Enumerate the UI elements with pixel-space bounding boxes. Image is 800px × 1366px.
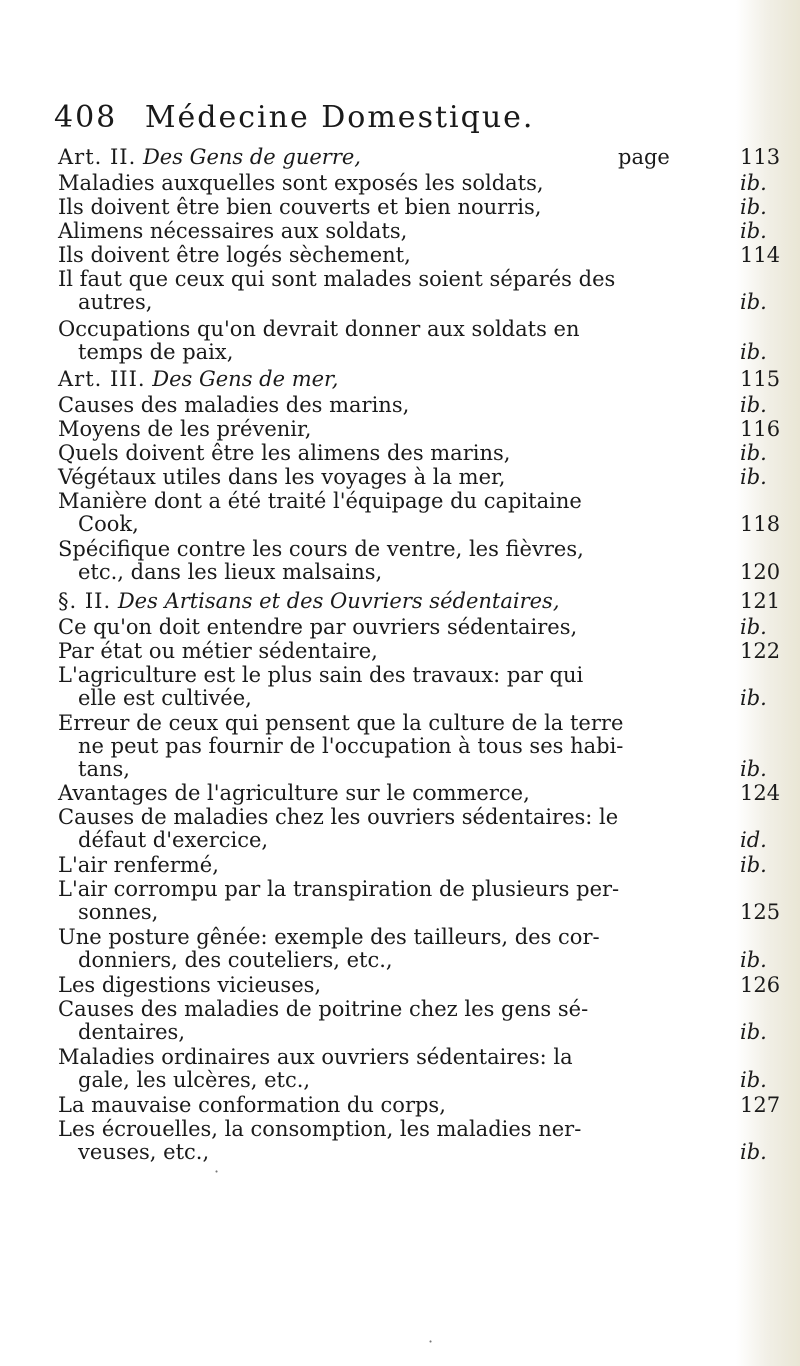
toc-entry-section	[58, 590, 706, 613]
entry-text: Manière dont a été traité l'équipage du capitaine	[58, 489, 582, 513]
toc-entry	[58, 490, 706, 536]
entry-text: L'air renfermé,	[58, 853, 219, 877]
entry-text: Causes des maladies de poitrine chez les gens sé-	[58, 997, 589, 1021]
entry-text: Ce qu'on doit entendre par ouvriers sédentaires,	[58, 615, 578, 639]
toc-page-ref: 114	[740, 243, 781, 267]
entry-text: Causes des maladies des marins,	[58, 393, 410, 417]
toc-page-ref: ib.	[740, 393, 767, 417]
entry-text: Maladies auxquelles sont exposés les soldats,	[58, 171, 544, 195]
toc-page-ref: ib.	[740, 219, 767, 243]
entry-text: Moyens de les prévenir,	[58, 417, 312, 441]
toc-entry	[58, 172, 706, 195]
entry-text-continued: temps de paix,	[78, 340, 234, 364]
toc-entry	[58, 442, 706, 465]
toc-page-ref: ib.	[740, 171, 767, 195]
section-number: §. II.	[58, 589, 112, 613]
entry-text-continued: etc., dans les lieux malsains,	[78, 560, 383, 584]
entry-text-continued: tans,	[78, 757, 130, 781]
toc-entry	[58, 418, 706, 441]
entry-text: Erreur de ceux qui pensent que la culture de la terre	[58, 711, 624, 735]
toc-page-ref: ib.	[740, 1020, 767, 1044]
toc-entry	[58, 1046, 706, 1092]
toc-page-ref: 120	[740, 560, 781, 584]
toc-page-ref: 118	[740, 512, 781, 536]
toc-entry	[58, 854, 706, 877]
entry-text: L'agriculture est le plus sain des travaux: par qui	[58, 663, 584, 687]
toc-entry	[58, 394, 706, 417]
entry-text: Ils doivent être bien couverts et bien nourris,	[58, 195, 542, 219]
toc-page-ref: ib.	[740, 757, 767, 781]
toc-entry	[58, 926, 706, 972]
entry-text: Les digestions vicieuses,	[58, 973, 322, 997]
toc-entry	[58, 1118, 706, 1164]
page-number: 408	[54, 100, 118, 135]
entry-text-continued: défaut d'exercice,	[78, 828, 269, 852]
section-title: Des Gens de guerre,	[142, 145, 361, 169]
entry-text-continued: dentaires,	[78, 1020, 185, 1044]
entry-text: Avantages de l'agriculture sur le commerce,	[58, 781, 530, 805]
toc-page-ref: ib.	[740, 1140, 767, 1164]
entry-text-continued: sonnes,	[78, 900, 159, 924]
toc-page-ref: 126	[740, 973, 781, 997]
ink-speck: ·	[428, 1332, 434, 1351]
toc-entry	[58, 640, 706, 663]
toc-entry	[58, 998, 706, 1044]
toc-entry	[58, 712, 706, 781]
entry-text: Alimens nécessaires aux soldats,	[58, 219, 408, 243]
entry-text: L'air corrompu par la transpiration de plusieurs per-	[58, 877, 620, 901]
toc-page-ref: 122	[740, 639, 781, 663]
toc-entry	[58, 974, 706, 997]
toc-page-ref: id.	[740, 828, 767, 852]
toc-entry	[58, 538, 706, 584]
toc-page-ref: ib.	[740, 1068, 767, 1092]
toc-entry	[58, 878, 706, 924]
toc-entry	[58, 196, 706, 219]
entry-text: Par état ou métier sédentaire,	[58, 639, 378, 663]
toc-page-ref: ib.	[740, 686, 767, 710]
ink-speck: ·	[214, 1162, 220, 1181]
running-header	[54, 100, 534, 135]
toc-entry	[58, 466, 706, 489]
toc-entry	[58, 220, 706, 243]
toc-entry	[58, 244, 706, 267]
toc-page-ref: ib.	[740, 195, 767, 219]
entry-text: Maladies ordinaires aux ouvriers sédentaires: la	[58, 1045, 573, 1069]
toc-page-ref: 115	[740, 367, 781, 391]
toc-page-ref: 121	[740, 589, 781, 613]
toc-page-ref: ib.	[740, 290, 767, 314]
entry-text: Ils doivent être logés sèchement,	[58, 243, 411, 267]
entry-text-continued: autres,	[78, 290, 153, 314]
entry-text: Végétaux utiles dans les voyages à la mer,	[58, 465, 506, 489]
entry-text-continued: Cook,	[78, 512, 139, 536]
toc-page-ref: ib.	[740, 615, 767, 639]
entry-text: La mauvaise conformation du corps,	[58, 1093, 446, 1117]
toc-entry	[58, 1094, 706, 1117]
entry-text-continued: gale, les ulcères, etc.,	[78, 1068, 311, 1092]
toc-page-ref: ib.	[740, 853, 767, 877]
section-title: Des Gens de mer,	[152, 367, 339, 391]
entry-text-continued: donniers, des couteliers, etc.,	[78, 948, 393, 972]
entry-text-continued: elle est cultivée,	[78, 686, 252, 710]
entry-text: Quels doivent être les alimens des marins,	[58, 441, 511, 465]
toc-page-ref: 127	[740, 1093, 781, 1117]
entry-text: Les écrouelles, la consomption, les maladies ner-	[58, 1117, 582, 1141]
toc-entry-section	[58, 368, 706, 391]
entry-text: Spécifique contre les cours de ventre, les fièvres,	[58, 537, 584, 561]
entry-text: Il faut que ceux qui sont malades soient séparés des	[58, 267, 616, 291]
section-title: Des Artisans et des Ouvriers sédentaires,	[117, 589, 560, 613]
toc-entry	[58, 806, 706, 852]
toc-entry	[58, 318, 706, 364]
toc-page-ref: 124	[740, 781, 781, 805]
page-word: page	[618, 145, 670, 169]
toc-page-ref: 125	[740, 900, 781, 924]
toc-entry	[58, 664, 706, 710]
section-number: Art. III.	[58, 367, 146, 391]
section-number: Art. II.	[58, 145, 137, 169]
toc-page-ref: ib.	[740, 465, 767, 489]
toc-entry	[58, 268, 706, 314]
toc-page-ref: ib.	[740, 948, 767, 972]
entry-text: Causes de maladies chez les ouvriers sédentaires: le	[58, 805, 619, 829]
entry-text-continued: ne peut pas fournir de l'occupation à tous ses habi-	[78, 734, 624, 758]
toc-entry	[58, 616, 706, 639]
toc-entry-section	[58, 146, 706, 169]
running-title: Médecine Domestique.	[144, 100, 535, 135]
toc-page-ref: 116	[740, 417, 781, 441]
entry-text: Occupations qu'on devrait donner aux soldats en	[58, 317, 580, 341]
toc-page-ref: ib.	[740, 340, 767, 364]
entry-text: Une posture gênée: exemple des tailleurs, des cor-	[58, 925, 600, 949]
toc-page-ref: 113	[740, 145, 781, 169]
toc-page-ref: ib.	[740, 441, 767, 465]
entry-text-continued: veuses, etc.,	[78, 1140, 210, 1164]
toc-entry	[58, 782, 706, 805]
